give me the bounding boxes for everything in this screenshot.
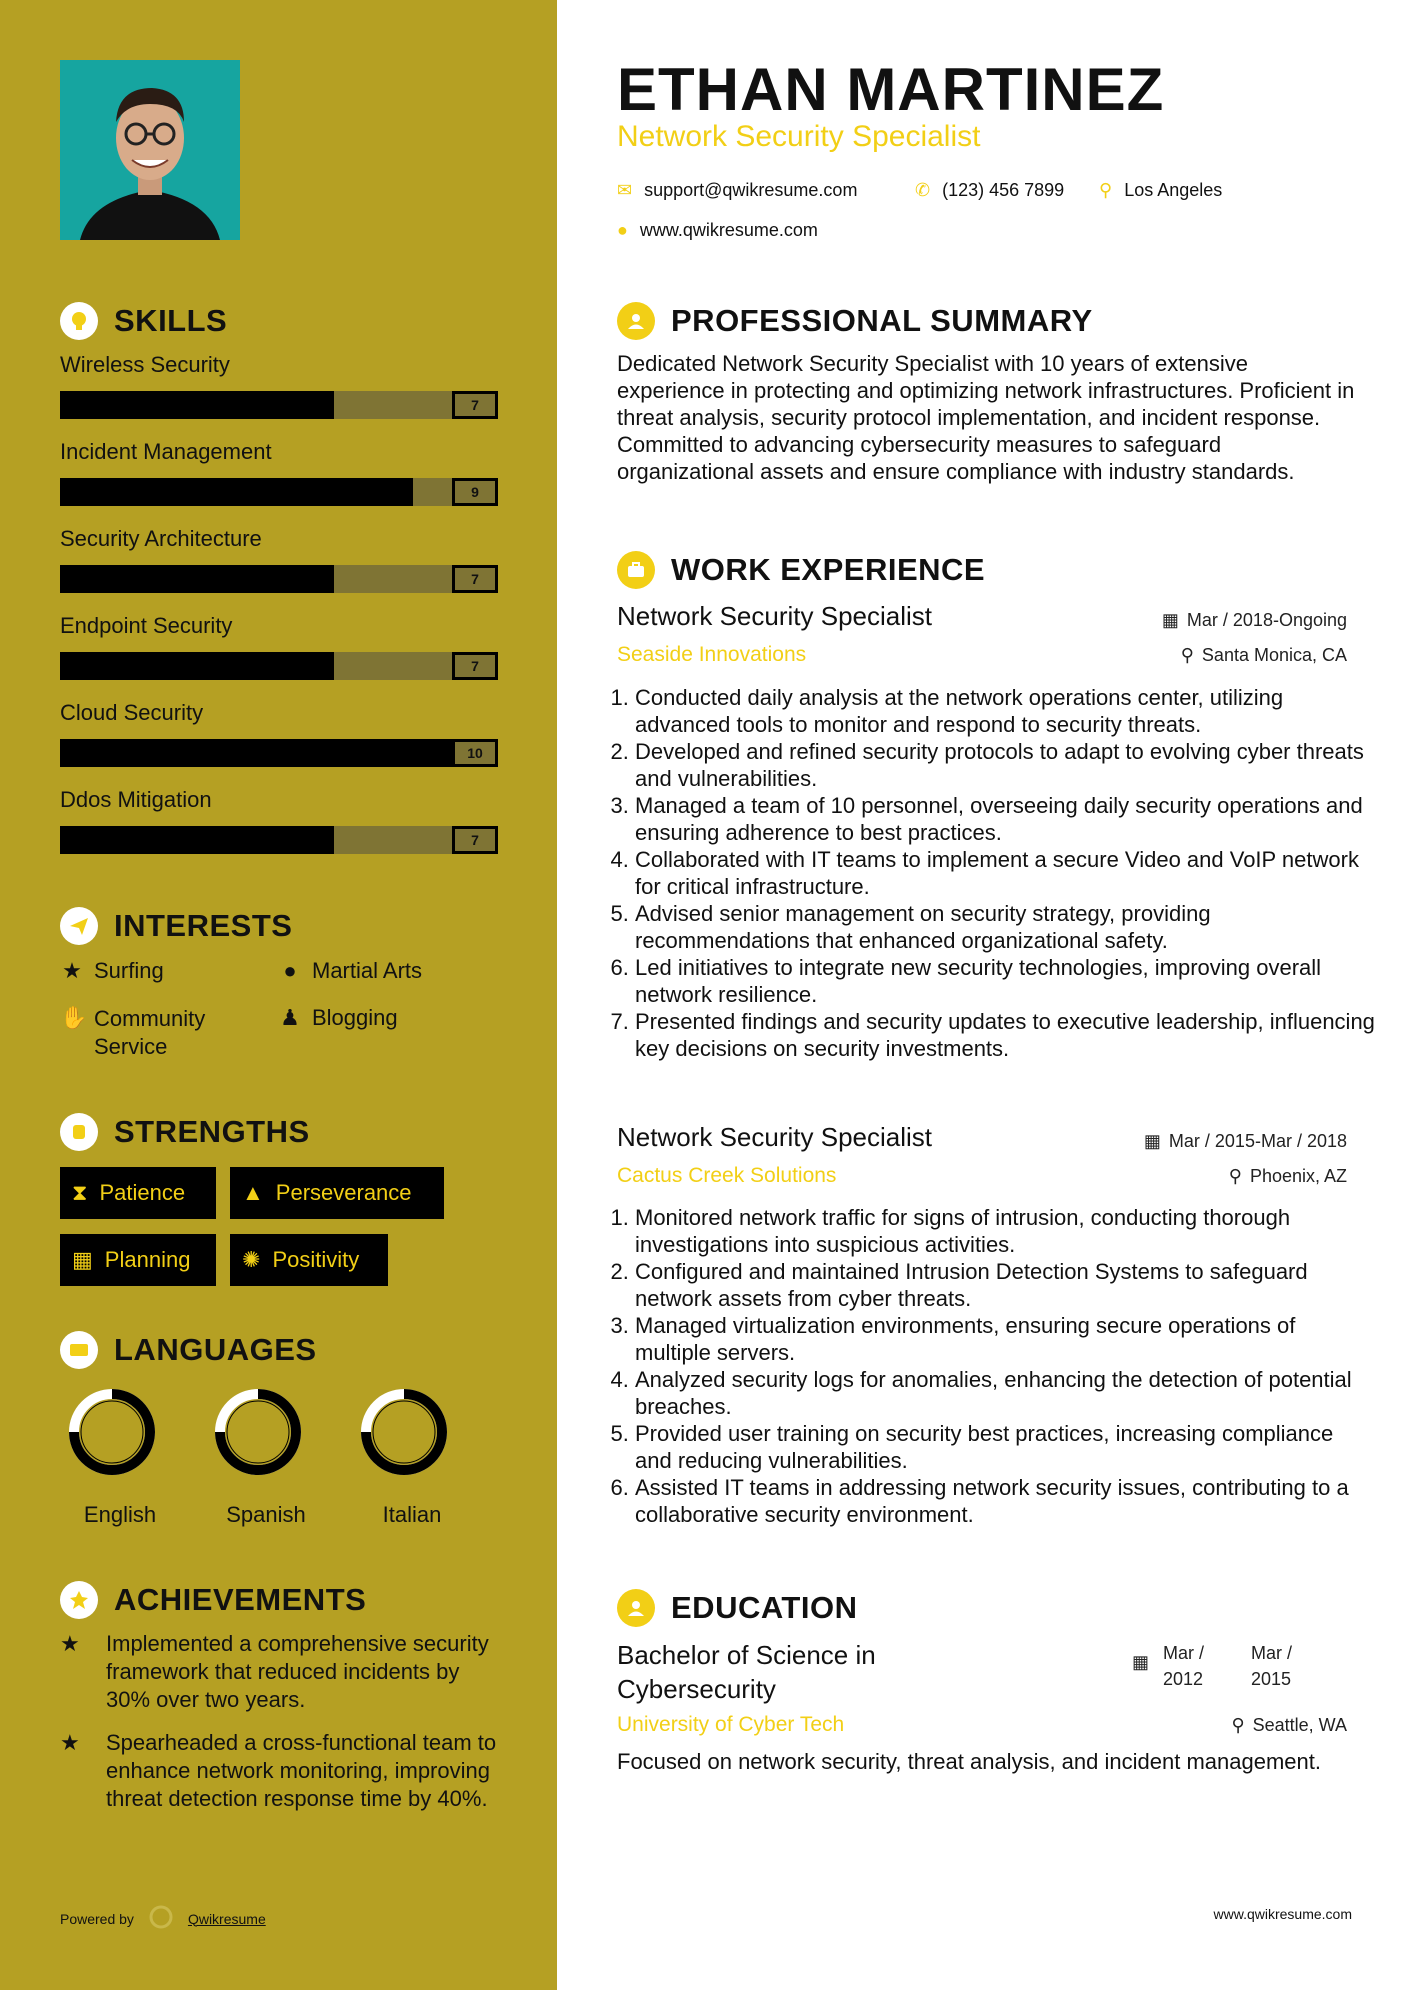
- job-dates: [1162, 610, 1347, 631]
- powered-by-label: Powered by: [60, 1910, 134, 1927]
- strength-label: Perseverance: [275, 1180, 412, 1205]
- users-icon: ♟: [280, 1005, 300, 1030]
- star-icon: ★: [62, 958, 82, 983]
- job-location-text: Santa Monica, CA: [1201, 645, 1347, 665]
- sidebar: [0, 0, 557, 1990]
- road-icon: ▲: [242, 1180, 264, 1205]
- duty-item: 4. Collaborated with IT teams to implement a secure Video and VoIP network for critical infrastructure.: [635, 846, 1375, 900]
- calendar-icon: ▦: [1132, 1652, 1150, 1672]
- interest-item: [278, 958, 422, 984]
- achievement-text: Spearheaded a cross-functional team to enhance network monitoring, improving threat detection response time by 40%.: [106, 1730, 497, 1811]
- strength-label: Patience: [99, 1180, 186, 1205]
- hourglass-icon: ⧗: [72, 1180, 88, 1205]
- strengths-heading: [60, 1113, 310, 1151]
- skills-title: SKILLS: [114, 303, 228, 338]
- job-dates: [1144, 1131, 1347, 1152]
- duty-item: 4. Analyzed security logs for anomalies, enhancing the detection of potential breaches.: [635, 1366, 1375, 1420]
- pin-icon: ⚲: [1228, 1166, 1242, 1186]
- map-pin-icon: ⚲: [1099, 180, 1113, 200]
- contact-email[interactable]: [617, 180, 857, 201]
- education-start: Mar / 2012: [1163, 1643, 1205, 1689]
- summary-title: PROFESSIONAL SUMMARY: [671, 303, 1093, 338]
- strength-badge: [230, 1234, 388, 1286]
- graduation-icon: [617, 1589, 655, 1627]
- main-content: [557, 0, 1407, 1990]
- achievement-item: [60, 1630, 500, 1714]
- calendar-icon: ▦: [72, 1247, 93, 1272]
- job-location: [1181, 645, 1347, 666]
- duty-item: 3. Managed a team of 10 personnel, overseeing daily security operations and ensuring adherence to best practices.: [635, 792, 1375, 846]
- summary-heading: [617, 302, 1093, 340]
- education-end: Mar / 2015: [1251, 1643, 1293, 1689]
- skill-bar: [60, 391, 498, 419]
- achievement-item: [60, 1729, 500, 1813]
- skill-level: 9: [452, 478, 498, 506]
- strength-label: Planning: [104, 1247, 191, 1272]
- qwikresume-logo-icon: [148, 1904, 174, 1933]
- language-label: English: [83, 1502, 157, 1527]
- skill-level: 7: [452, 565, 498, 593]
- footer-website[interactable]: www.qwikresume.com: [1213, 1906, 1352, 1922]
- shooting-star-icon: ★: [60, 1730, 80, 1755]
- degree-title: Bachelor of Science in Cybersecurity: [617, 1640, 876, 1704]
- language-ring-inner: [227, 1401, 289, 1463]
- duty-item: 6. Assisted IT teams in addressing network security issues, contributing to a collaborative security environment.: [635, 1474, 1375, 1528]
- duty-item: 2. Configured and maintained Intrusion Detection Systems to safeguard network assets from cyber threats.: [635, 1258, 1375, 1312]
- interest-item: [60, 1005, 250, 1061]
- hand-icon: ✋: [60, 1005, 88, 1030]
- paper-plane-icon: [60, 907, 98, 945]
- skill-name: Security Architecture: [60, 526, 262, 551]
- interest-label: Surfing: [94, 958, 164, 983]
- school-name: University of Cyber Tech: [617, 1713, 845, 1736]
- phone-icon: ✆: [915, 180, 931, 200]
- skill-bar-fill: [60, 478, 413, 506]
- language-icon: [60, 1331, 98, 1369]
- job-dates-text: Mar / 2018-Ongoing: [1186, 610, 1347, 630]
- duty-item: 1. Monitored network traffic for signs of intrusion, conducting thorough investigations into suspicious activities.: [635, 1204, 1375, 1258]
- calendar-icon: ▦: [1143, 1131, 1161, 1151]
- job-company: Seaside Innovations: [617, 643, 807, 666]
- skill-name: Ddos Mitigation: [60, 787, 212, 812]
- star-badge-icon: [60, 1581, 98, 1619]
- skill-bar-fill: [60, 565, 334, 593]
- language-ring-inner: [81, 1401, 143, 1463]
- skill-name: Incident Management: [60, 439, 272, 464]
- job-duties-list: [617, 684, 1375, 1062]
- job-location-text: Phoenix, AZ: [1249, 1166, 1347, 1186]
- duty-item: 7. Presented findings and security updates to executive leadership, influencing key decisions on security investments.: [635, 1008, 1375, 1062]
- candidate-name: ETHAN MARTINEZ: [617, 56, 1165, 123]
- brand-link[interactable]: Qwikresume: [187, 1910, 266, 1927]
- duty-item: 5. Provided user training on security best practices, increasing compliance and reducing vulnerabilities.: [635, 1420, 1375, 1474]
- job-company: Cactus Creek Solutions: [617, 1164, 837, 1187]
- interest-label: Community Service: [94, 1006, 206, 1059]
- language-ring-inner: [373, 1401, 435, 1463]
- envelope-icon: ✉: [617, 180, 633, 200]
- language-rings: [60, 1384, 540, 1484]
- duty-item: 2. Developed and refined security protocols to adapt to evolving cyber threats and vulnerabilities.: [635, 738, 1375, 792]
- skill-bar-fill: [60, 652, 334, 680]
- experience-heading: [617, 551, 985, 589]
- achievement-text: Implemented a comprehensive security framework that reduced incidents by 30% over two years.: [106, 1631, 489, 1712]
- education-title: EDUCATION: [671, 1590, 858, 1625]
- powered-by: [60, 1904, 266, 1933]
- sun-icon: ✺: [242, 1247, 261, 1272]
- strengths-title: STRENGTHS: [114, 1114, 310, 1149]
- summary-text: Dedicated Network Security Specialist with 10 years of extensive experience in protecting and optimizing network infrastructures. Proficient in threat analysis, security protocol implementation, and incident response. Committed to advancing cybersecurity measures to safeguard organizational assets and ensure compliance with industry standards.: [617, 351, 1355, 484]
- education-location: [1231, 1715, 1347, 1736]
- strength-badge: [230, 1167, 444, 1219]
- duty-item: 1. Conducted daily analysis at the network operations center, utilizing advanced tools to monitor and respond to security threats.: [635, 684, 1375, 738]
- experience-title: WORK EXPERIENCE: [671, 552, 986, 587]
- language-label: Spanish: [226, 1502, 306, 1527]
- job-duties-list: [617, 1204, 1375, 1528]
- fist-icon: [60, 1113, 98, 1151]
- pin-icon: ⚲: [1231, 1715, 1245, 1735]
- skill-name: Wireless Security: [60, 352, 230, 377]
- strength-badge: [60, 1234, 216, 1286]
- job-location: [1229, 1166, 1347, 1187]
- user-icon: [617, 302, 655, 340]
- calendar-icon: ▦: [1161, 610, 1179, 630]
- skill-bar: [60, 739, 498, 767]
- pin-icon: ⚲: [1180, 645, 1194, 665]
- lightbulb-icon: [60, 302, 98, 340]
- briefcase-icon: [617, 551, 655, 589]
- skill-level: 10: [452, 739, 498, 767]
- interest-label: Blogging: [312, 1005, 398, 1030]
- achievements-heading: [60, 1581, 366, 1619]
- skill-bar: [60, 565, 498, 593]
- skill-bar: [60, 478, 498, 506]
- strength-label: Positivity: [272, 1247, 360, 1272]
- skill-level: 7: [452, 826, 498, 854]
- candidate-role: Network Security Specialist: [617, 120, 981, 153]
- job-title: Network Security Specialist: [617, 1122, 932, 1152]
- duty-item: 3. Managed virtualization environments, ensuring secure operations of multiple servers.: [635, 1312, 1375, 1366]
- languages-title: LANGUAGES: [114, 1332, 317, 1367]
- skill-bar-fill: [60, 826, 334, 854]
- skill-name: Endpoint Security: [60, 613, 233, 638]
- skills-heading: [60, 302, 227, 340]
- interest-label: Martial Arts: [312, 958, 423, 983]
- email-text: support@qwikresume.com: [644, 180, 858, 200]
- languages-heading: [60, 1331, 317, 1369]
- website-text: www.qwikresume.com: [639, 220, 818, 240]
- skill-level: 7: [452, 652, 498, 680]
- achievements-title: ACHIEVEMENTS: [114, 1582, 367, 1617]
- education-location-text: Seattle, WA: [1252, 1715, 1347, 1735]
- skill-name: Cloud Security: [60, 700, 204, 725]
- interests-title: INTERESTS: [114, 908, 293, 943]
- globe-icon: ●: [617, 220, 628, 240]
- interest-item: [60, 958, 164, 984]
- skill-bar-fill: [60, 391, 334, 419]
- skill-bar: [60, 652, 498, 680]
- interests-heading: [60, 907, 292, 945]
- interest-item: [278, 1005, 398, 1031]
- strength-badge: [60, 1167, 216, 1219]
- education-description: Focused on network security, threat analysis, and incident management.: [617, 1749, 1321, 1774]
- skill-level: 7: [452, 391, 498, 419]
- phone-text: (123) 456 7899: [942, 180, 1065, 200]
- profile-photo: [60, 60, 240, 240]
- job-title: Network Security Specialist: [617, 601, 932, 631]
- skill-bar-fill: [60, 739, 452, 767]
- job-dates-text: Mar / 2015-Mar / 2018: [1168, 1131, 1347, 1151]
- education-heading: [617, 1589, 857, 1627]
- globe-icon: ●: [283, 958, 297, 983]
- contact-location: [1099, 180, 1222, 201]
- shooting-star-icon: ★: [60, 1631, 80, 1656]
- location-text: Los Angeles: [1124, 180, 1223, 200]
- contact-website[interactable]: [617, 220, 818, 241]
- education-dates: [1132, 1640, 1307, 1692]
- skill-bar: [60, 826, 498, 854]
- contact-phone[interactable]: [915, 180, 1064, 201]
- duty-item: 5. Advised senior management on security strategy, providing recommendations that enhanced organizational safety.: [635, 900, 1375, 954]
- duty-item: 6. Led initiatives to integrate new security technologies, improving overall network resilience.: [635, 954, 1375, 1008]
- language-label: Italian: [382, 1502, 442, 1527]
